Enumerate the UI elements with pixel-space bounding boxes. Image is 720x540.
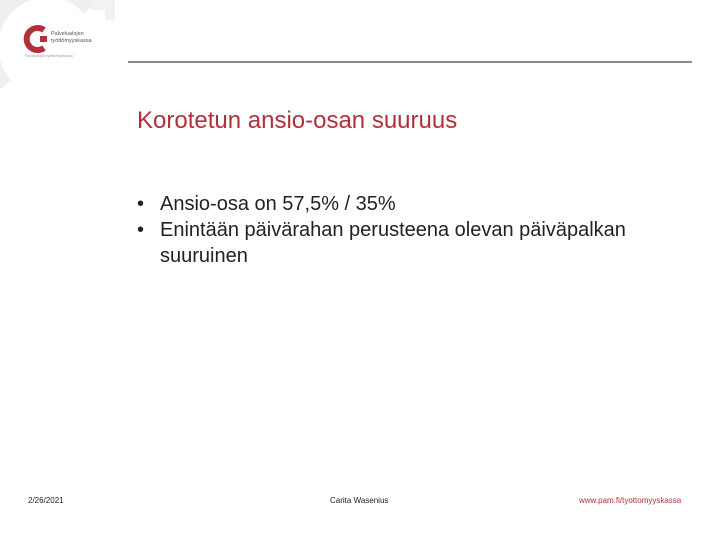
bullet-item — [137, 217, 677, 269]
footer-date: 2/26/2021 — [28, 496, 64, 505]
footer-url-link[interactable]: www.pam.fi/tyottomyyskassa — [579, 496, 682, 505]
logo-text — [51, 31, 92, 45]
footer-author: Carita Wasenius — [330, 496, 389, 505]
slide-title: Korotetun ansio-osan suuruus — [137, 107, 458, 134]
logo-line-2: työttömyyskassa — [51, 38, 92, 44]
bullet-text: Enintään päivärahan perusteena olevan päiväpalkan suuruinen — [160, 219, 626, 267]
bullet-list — [137, 191, 677, 269]
header-divider — [128, 61, 692, 63]
bullet-dot: • — [137, 219, 145, 241]
logo-mark-icon — [0, 0, 130, 100]
bullet-item — [137, 191, 677, 217]
bullet-text: Ansio-osa on 57,5% / 35% — [160, 193, 396, 215]
logo-line-1: Palvelualojen — [51, 31, 84, 37]
logo — [0, 0, 130, 100]
bullet-dot: • — [137, 193, 145, 215]
logo-tagline: Palvelualojen työttömyyskassa — [25, 54, 73, 58]
